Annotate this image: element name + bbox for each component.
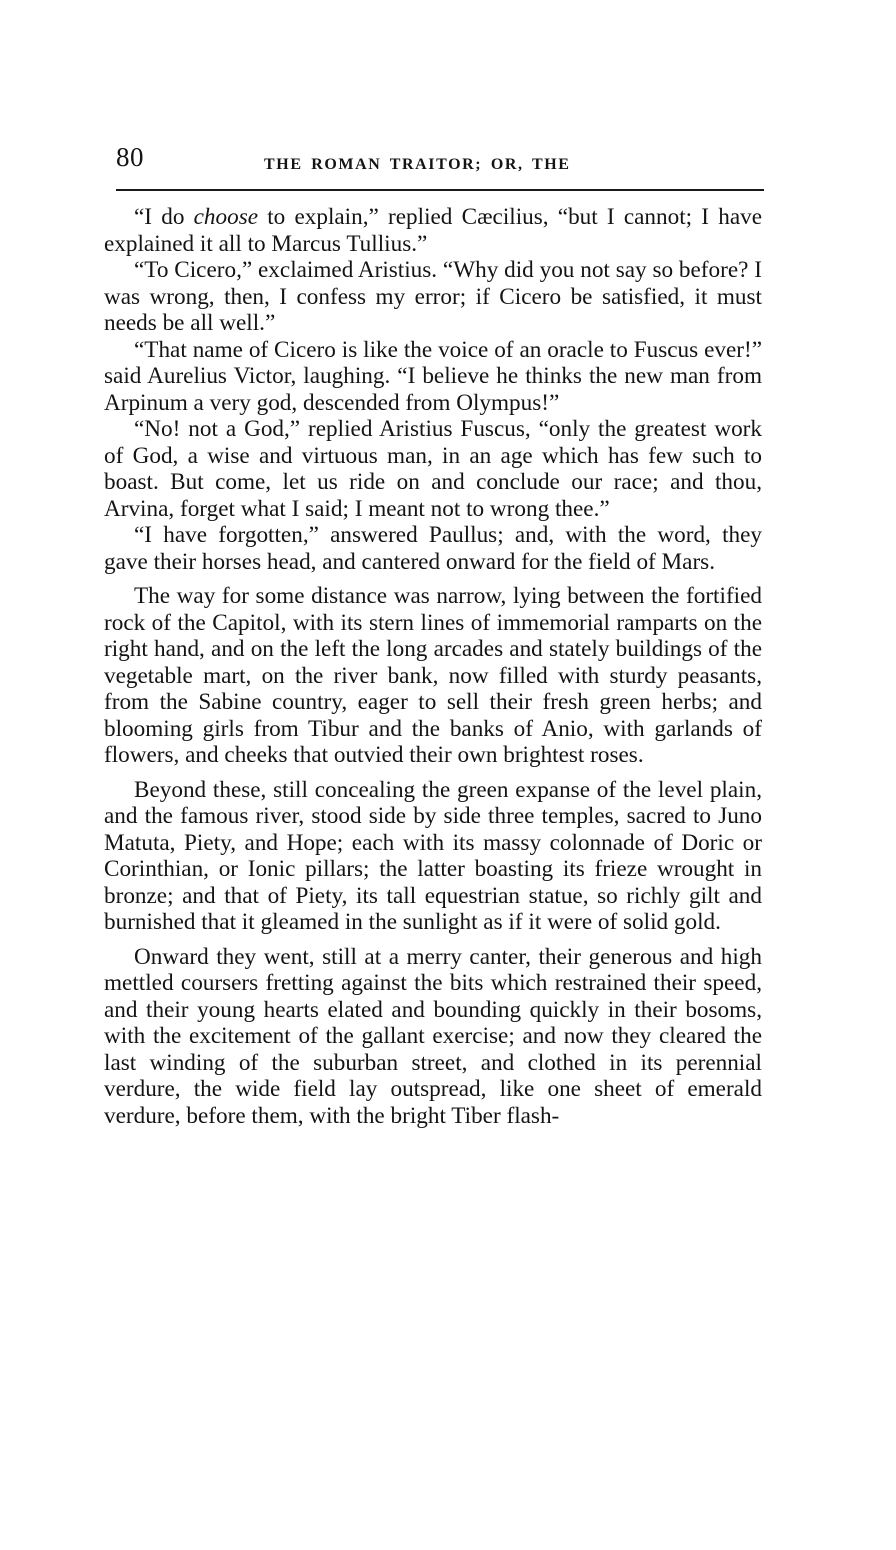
italic-emphasis: choose: [193, 204, 259, 230]
paragraph-rest: to explain,” replied Cæcilius, “but I cannot; I have explained it all to Marcus Tullius.”: [104, 204, 762, 257]
running-head: [116, 140, 764, 180]
running-title: THE ROMAN TRAITOR; OR, THE: [264, 156, 571, 173]
page-number: 80: [116, 142, 144, 172]
paragraph: “To Cicero,” exclaimed Aristius. “Why did you not say so before? I was wrong, then, I confess my error; if Cicero be satisfied, it must needs be all well.”: [104, 257, 762, 336]
body-text: [104, 204, 762, 1129]
paragraph-lead: “I do: [134, 204, 194, 230]
paragraph: “I have forgotten,” answered Paullus; and, with the word, they gave their horses head, and cantered onward for the field of Mars.: [104, 522, 762, 575]
paragraph: [104, 204, 762, 257]
paragraph: Onward they went, still at a merry canter, their generous and high mettled coursers fretting against the bits which restrained their speed, and their young hearts elated and bounding quickly in their bosoms, with the excitement of the gallant exercise; and now they cleared the last winding of the suburban street, and clothed in its perennial verdure, the wide field lay outspread, like one sheet of emerald verdure, before them, with the bright Tiber flash-: [104, 943, 762, 1129]
paragraph: “No! not a God,” replied Aristius Fuscus, “only the greatest work of God, a wise and virtuous man, in an age which has few such to boast. But come, let us ride on and conclude our race; and thou, Arvina, forget what I said; I meant not to wrong thee.”: [104, 416, 762, 522]
paragraph: Beyond these, still concealing the green expanse of the level plain, and the famous river, stood side by side three temples, sacred to Juno Matuta, Piety, and Hope; each with its massy colonnade of Doric or Corinthian, or Ionic pillars; the latter boasting its frieze wrought in bronze; and that of Piety, its tall equestrian statue, so richly gilt and burnished that it gleamed in the sunlight as if it were of solid gold.: [104, 776, 762, 935]
header-rule: [116, 189, 764, 191]
paragraph: “That name of Cicero is like the voice of an oracle to Fuscus ever!” said Aurelius Victor, laughing. “I believe he thinks the new man from Arpinum a very god, descended from Olympus!”: [104, 336, 762, 416]
paragraph: The way for some distance was narrow, lying between the fortified rock of the Capitol, with its stern lines of immemorial ramparts on the right hand, and on the left the long arcades and stately buildings of the vegetable mart, on the river bank, now filled with sturdy peasants, from the Sabine country, eager to sell their fresh green herbs; and blooming girls from Tibur and the banks of Anio, with garlands of flowers, and cheeks that outvied their own brightest roses.: [104, 583, 762, 768]
